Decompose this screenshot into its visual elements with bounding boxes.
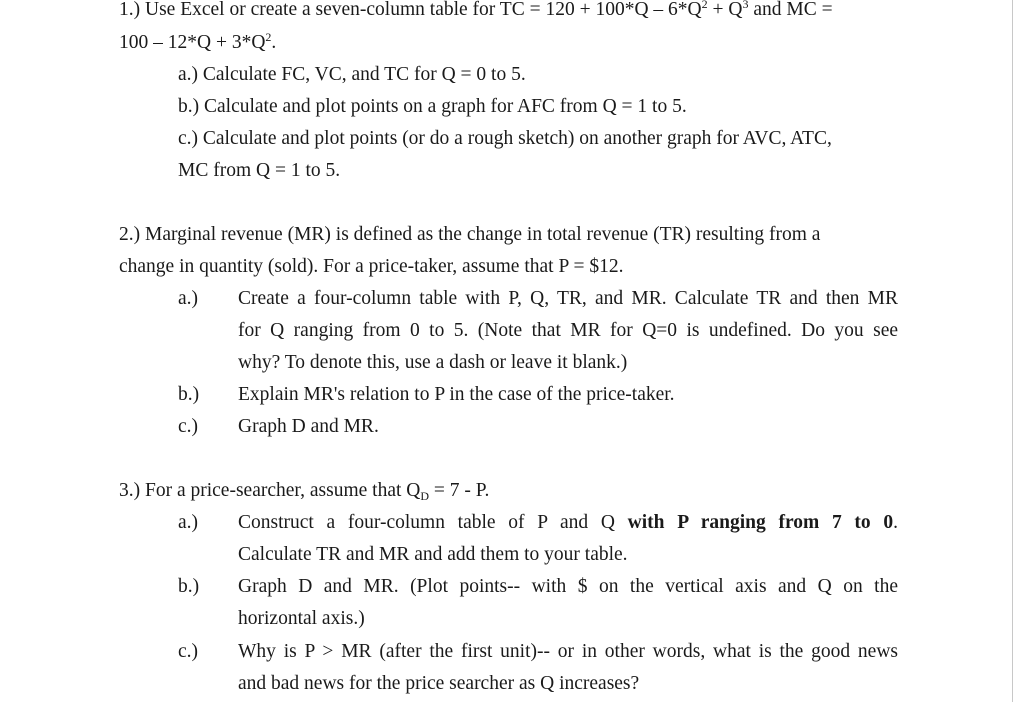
- q2-c-label: c.): [178, 416, 199, 437]
- q2-b-text: Explain MR's relation to P in the case of the price-taker.: [238, 384, 675, 405]
- q3-b-label: b.): [178, 576, 200, 597]
- q1-exponent-2: 2: [701, 0, 708, 11]
- q2-b-label: b.): [178, 384, 200, 405]
- q3-a-line-2: Calculate TR and MR and add them to your table.: [238, 544, 628, 565]
- q2-line-2: change in quantity (sold). For a price-taker, assume that P = $12.: [119, 256, 624, 277]
- q1-text-cont: + Q: [707, 0, 743, 20]
- q1-line-2: [119, 27, 276, 60]
- q1-item-b: b.) Calculate and plot points on a graph for AFC from Q = 1 to 5.: [178, 96, 687, 117]
- q3-c-label: c.): [178, 641, 199, 662]
- q1-text: 1.) Use Excel or create a seven-column table for TC = 120 + 100*Q – 6*Q: [119, 0, 702, 20]
- q1-line-1: [119, 0, 833, 27]
- q3-text-end: = 7 - P.: [429, 480, 490, 501]
- q3-a-line-1: [238, 507, 898, 539]
- q1-exponent-3: 3: [742, 0, 749, 11]
- q3-a-period: .: [893, 512, 898, 533]
- q3-b-line-2: horizontal axis.): [238, 608, 365, 629]
- q3-text: 3.) For a price-searcher, assume that Q: [119, 480, 421, 501]
- q2-line-1: 2.) Marginal revenue (MR) is defined as the change in total revenue (TR) resulting from a: [119, 224, 821, 245]
- q1-mc-period: .: [271, 32, 277, 53]
- q1-text-end: and MC =: [748, 0, 833, 20]
- q2-a-line-1: Create a four-column table with P, Q, TR, and MR. Calculate TR and then MR: [238, 288, 898, 309]
- q3-b-line-1: Graph D and MR. (Plot points-- with $ on the vertical axis and Q on the: [238, 576, 898, 597]
- q2-a-line-3: why? To denote this, use a dash or leave it blank.): [238, 352, 628, 373]
- q2-c-text: Graph D and MR.: [238, 416, 379, 437]
- q2-a-line-2: for Q ranging from 0 to 5. (Note that MR for Q=0 is undefined. Do you see: [238, 320, 898, 341]
- q2-a-label: a.): [178, 288, 199, 309]
- q1-mc-exponent: 2: [265, 30, 272, 44]
- q3-a-text: Construct a four-column table of P and Q: [238, 512, 628, 533]
- q1-mc-formula: 100 – 12*Q + 3*Q: [119, 32, 266, 53]
- q3-subscript-d: D: [420, 489, 430, 503]
- q3-a-label: a.): [178, 512, 199, 533]
- q1-item-c-line-1: c.) Calculate and plot points (or do a rough sketch) on another graph for AVC, ATC,: [178, 128, 832, 149]
- q3-line-1: [119, 475, 489, 508]
- q3-c-line-2: and bad news for the price searcher as Q increases?: [238, 673, 640, 694]
- q1-item-c-line-2: MC from Q = 1 to 5.: [178, 160, 341, 181]
- q3-c-line-1: Why is P > MR (after the first unit)-- or in other words, what is the good news: [238, 641, 898, 662]
- q3-a-bold-text: with P ranging from 7 to 0: [627, 512, 894, 533]
- q1-item-a: a.) Calculate FC, VC, and TC for Q = 0 to 5.: [178, 64, 526, 85]
